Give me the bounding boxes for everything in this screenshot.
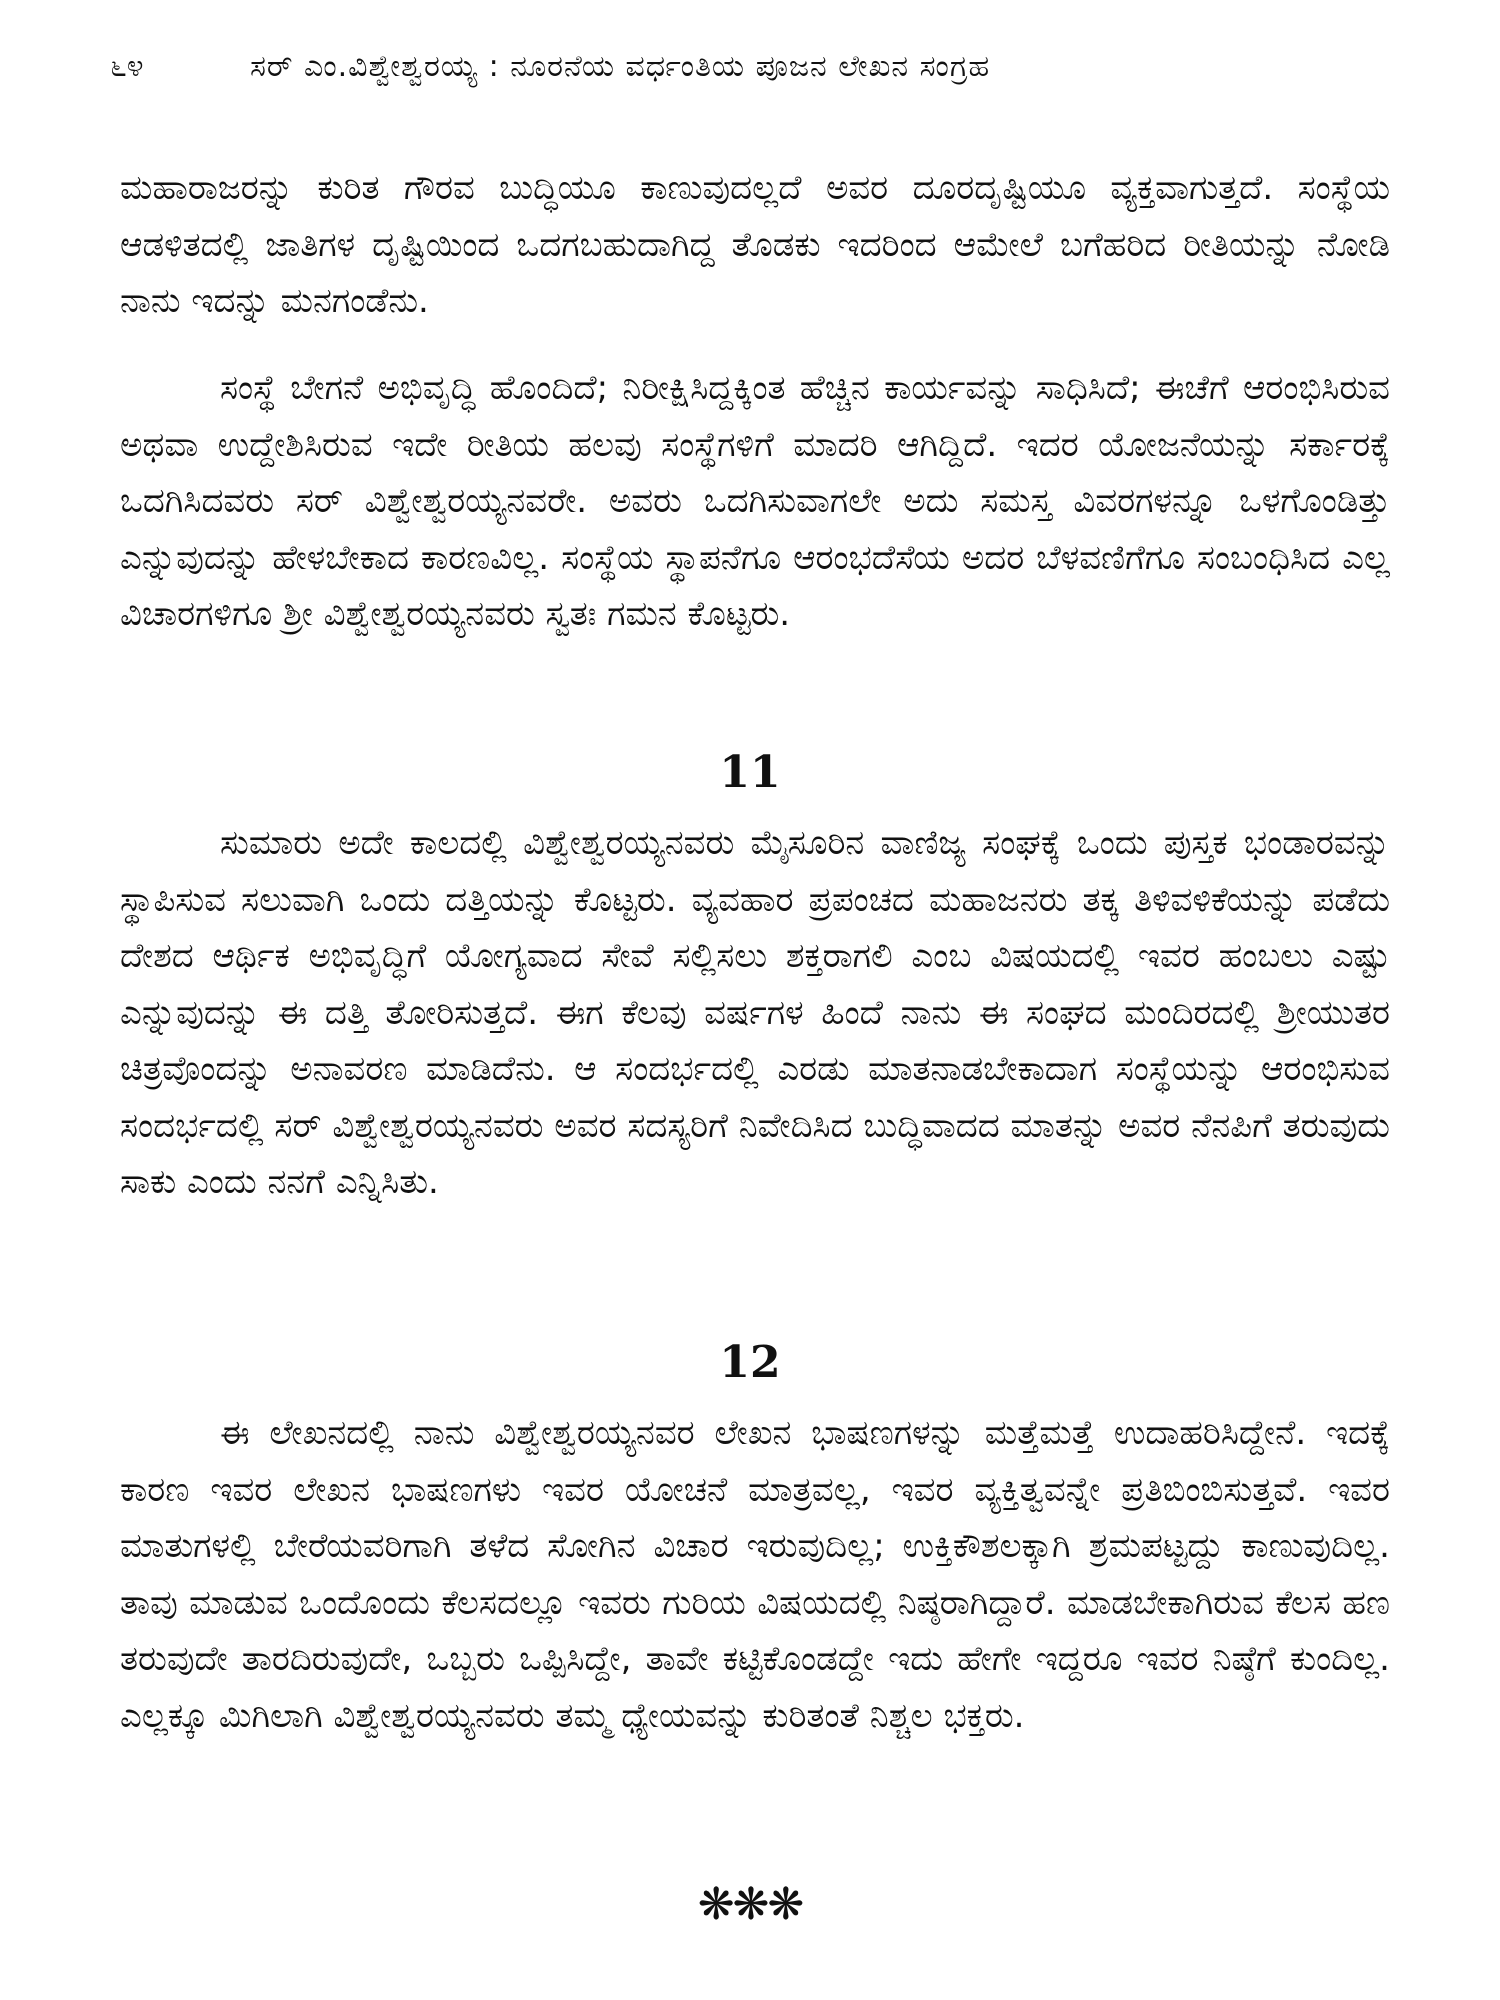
section-end-ornament: ❋❋❋ [697, 1879, 803, 1930]
paragraph: ಸಂಸ್ಥೆ ಬೇಗನೆ ಅಭಿವೃದ್ಧಿ ಹೊಂದಿದೆ; ನಿರೀಕ್ಷಿಸಿದ್ದಕ್ಕಿಂತ ಹೆಚ್ಚಿನ ಕಾರ್ಯವನ್ನು ಸಾಧಿಸಿದೆ; ಈಚೆಗೆ ಆರಂಭಿಸಿರುವ ಅಥವಾ ಉದ್ದೇಶಿಸಿರುವ ಇದೇ ರೀತಿಯ ಹಲವು ಸಂಸ್ಥೆಗಳಿಗೆ ಮಾದರಿ ಆಗಿದ್ದಿದೆ. ಇದರ ಯೋಜನೆಯನ್ನು ಸರ್ಕಾರಕ್ಕೆ ಒದಗಿಸಿದವರು ಸರ್ ವಿಶ್ವೇಶ್ವರಯ್ಯನವರೇ. ಅವರು ಒದಗಿಸುವಾಗಲೇ ಅದು ಸಮಸ್ತ ವಿವರಗಳನ್ನೂ ಒಳಗೊಂಡಿತ್ತು ಎನ್ನುವುದನ್ನು ಹೇಳಬೇಕಾದ ಕಾರಣವಿಲ್ಲ. ಸಂಸ್ಥೆಯ ಸ್ಥಾಪನೆಗೂ ಆರಂಭದೆಸೆಯ ಅದರ ಬೆಳವಣಿಗೆಗೂ ಸಂಬಂಧಿಸಿದ ಎಲ್ಲ ವಿಚಾರಗಳಿಗೂ ಶ್ರೀ ವಿಶ್ವೇಶ್ವರಯ್ಯನವರು ಸ್ವತಃ ಗಮನ ಕೊಟ್ಟರು. [120, 368, 1390, 634]
paragraph: ಈ ಲೇಖನದಲ್ಲಿ ನಾನು ವಿಶ್ವೇಶ್ವರಯ್ಯನವರ ಲೇಖನ ಭಾಷಣಗಳನ್ನು ಮತ್ತೆಮತ್ತೆ ಉದಾಹರಿಸಿದ್ದೇನೆ. ಇದಕ್ಕೆ ಕಾರಣ ಇವರ ಲೇಖನ ಭಾಷಣಗಳು ಇವರ ಯೋಚನೆ ಮಾತ್ರವಲ್ಲ, ಇವರ ವ್ಯಕ್ತಿತ್ವವನ್ನೇ ಪ್ರತಿಬಿಂಬಿಸುತ್ತವೆ. ಇವರ ಮಾತುಗಳಲ್ಲಿ ಬೇರೆಯವರಿಗಾಗಿ ತಳೆದ ಸೋಗಿನ ವಿಚಾರ ಇರುವುದಿಲ್ಲ; ಉಕ್ತಿಕೌಶಲಕ್ಕಾಗಿ ಶ್ರಮಪಟ್ಟದ್ದು ಕಾಣುವುದಿಲ್ಲ. ತಾವು ಮಾಡುವ ಒಂದೊಂದು ಕೆಲಸದಲ್ಲೂ ಇವರು ಗುರಿಯ ವಿಷಯದಲ್ಲಿ ನಿಷ್ಠರಾಗಿದ್ದಾರೆ. ಮಾಡಬೇಕಾಗಿರುವ ಕೆಲಸ ಹಣ ತರುವುದೇ ತಾರದಿರುವುದೇ, ಒಬ್ಬರು ಒಪ್ಪಿಸಿದ್ದೇ, ತಾವೇ ಕಟ್ಟಿಕೊಂಡದ್ದೇ ಇದು ಹೇಗೇ ಇದ್ದರೂ ಇವರ ನಿಷ್ಠೆಗೆ ಕುಂದಿಲ್ಲ. ಎಲ್ಲಕ್ಕೂ ಮಿಗಿಲಾಗಿ ವಿಶ್ವೇಶ್ವರಯ್ಯನವರು ತಮ್ಮ ಧ್ಯೇಯವನ್ನು ಕುರಿತಂತೆ ನಿಶ್ಚಲ ಭಕ್ತರು. [120, 1413, 1390, 1736]
running-title: ಸರ್ ಎಂ.ವಿಶ್ವೇಶ್ವರಯ್ಯ : ನೂರನೆಯ ವರ್ಧಂತಿಯ ಪೂಜನ ಲೇಖನ ಸಂಗ್ರಹ [250, 49, 991, 84]
section-number-11: 11 [719, 747, 781, 798]
paragraph: ಸುಮಾರು ಅದೇ ಕಾಲದಲ್ಲಿ ವಿಶ್ವೇಶ್ವರಯ್ಯನವರು ಮೈಸೂರಿನ ವಾಣಿಜ್ಯ ಸಂಘಕ್ಕೆ ಒಂದು ಪುಸ್ತಕ ಭಂಡಾರವನ್ನು ಸ್ಥಾಪಿಸುವ ಸಲುವಾಗಿ ಒಂದು ದತ್ತಿಯನ್ನು ಕೊಟ್ಟರು. ವ್ಯವಹಾರ ಪ್ರಪಂಚದ ಮಹಾಜನರು ತಕ್ಕ ತಿಳಿವಳಿಕೆಯನ್ನು ಪಡೆದು ದೇಶದ ಆರ್ಥಿಕ ಅಭಿವೃದ್ಧಿಗೆ ಯೋಗ್ಯವಾದ ಸೇವೆ ಸಲ್ಲಿಸಲು ಶಕ್ತರಾಗಲಿ ಎಂಬ ವಿಷಯದಲ್ಲಿ ಇವರ ಹಂಬಲು ಎಷ್ಟು ಎನ್ನುವುದನ್ನು ಈ ದತ್ತಿ ತೋರಿಸುತ್ತದೆ. ಈಗ ಕೆಲವು ವರ್ಷಗಳ ಹಿಂದೆ ನಾನು ಈ ಸಂಘದ ಮಂದಿರದಲ್ಲಿ ಶ್ರೀಯುತರ ಚಿತ್ರವೊಂದನ್ನು ಅನಾವರಣ ಮಾಡಿದೆನು. ಆ ಸಂದರ್ಭದಲ್ಲಿ ಎರಡು ಮಾತನಾಡಬೇಕಾದಾಗ ಸಂಸ್ಥೆಯನ್ನು ಆರಂಭಿಸುವ ಸಂದರ್ಭದಲ್ಲಿ ಸರ್ ವಿಶ್ವೇಶ್ವರಯ್ಯನವರು ಅವರ ಸದಸ್ಯರಿಗೆ ನಿವೇದಿಸಿದ ಬುದ್ಧಿವಾದದ ಮಾತನ್ನು ಅವರ ನೆನಪಿಗೆ ತರುವುದು ಸಾಕು ಎಂದು ನನಗೆ ಎನ್ನಿಸಿತು. [120, 823, 1390, 1202]
page-number: ೬೪ [110, 49, 144, 84]
running-header [110, 42, 1400, 92]
paragraph-continued: ಮಹಾರಾಜರನ್ನು ಕುರಿತ ಗೌರವ ಬುದ್ಧಿಯೂ ಕಾಣುವುದಲ್ಲದೆ ಅವರ ದೂರದೃಷ್ಟಿಯೂ ವ್ಯಕ್ತವಾಗುತ್ತದೆ. ಸಂಸ್ಥೆಯ ಆಡಳಿತದಲ್ಲಿ ಜಾತಿಗಳ ದೃಷ್ಟಿಯಿಂದ ಒದಗಬಹುದಾಗಿದ್ದ ತೊಡಕು ಇದರಿಂದ ಆಮೇಲೆ ಬಗೆಹರಿದ ರೀತಿಯನ್ನು ನೋಡಿ ನಾನು ಇದನ್ನು ಮನಗಂಡೆನು. [120, 168, 1390, 321]
section-number-12: 12 [719, 1337, 781, 1388]
